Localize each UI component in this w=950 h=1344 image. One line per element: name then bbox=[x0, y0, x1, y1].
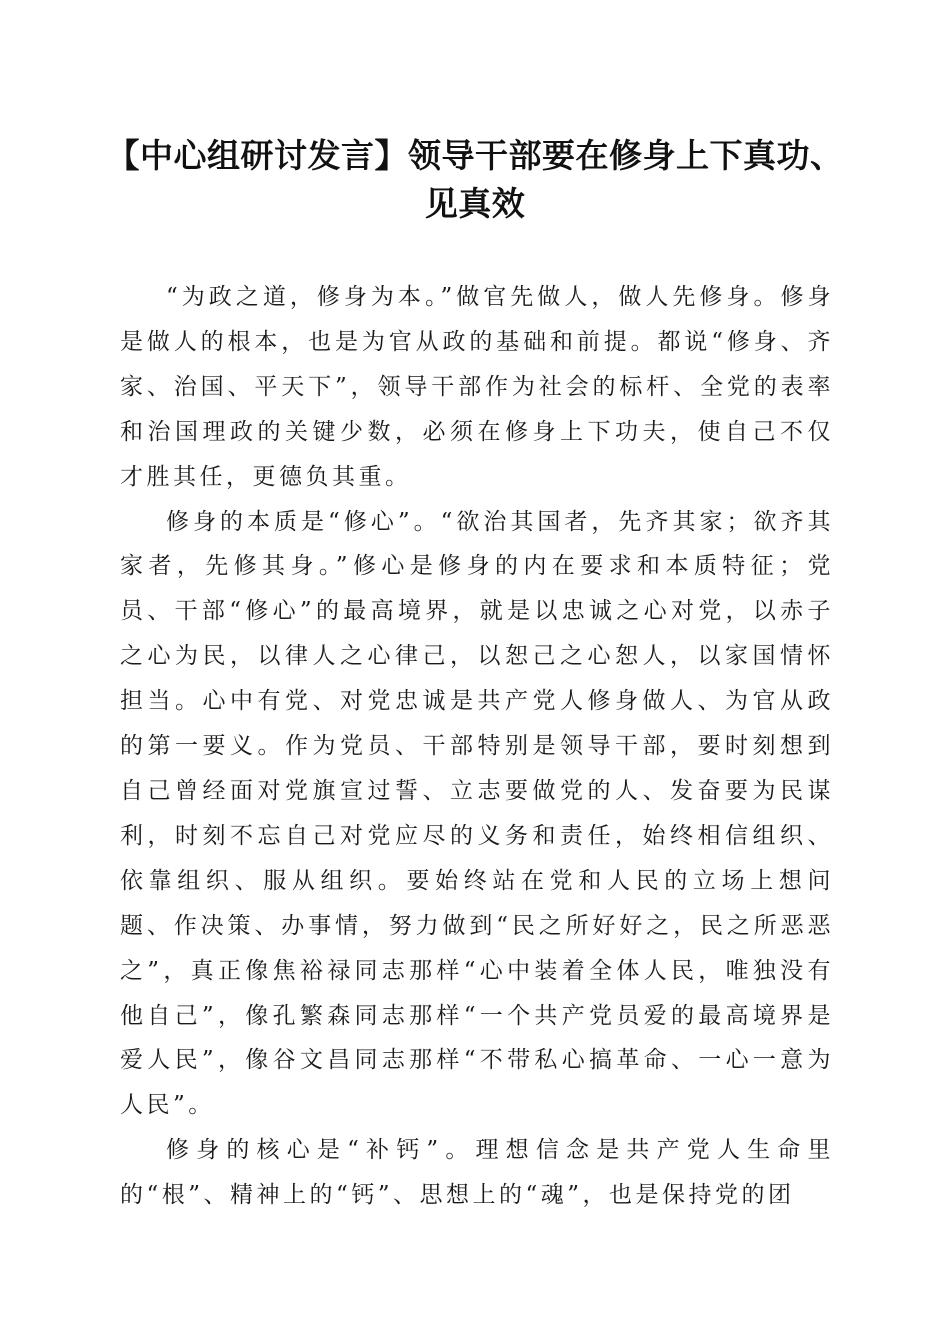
body-paragraph: 修身的本质是“修心”。“欲治其国者，先齐其家；欲齐其家者，先修其身。”修心是修身的内在要求和本质特征；党员、干部“修心”的最高境界，就是以忠诚之心对党，以赤子之心为民，以律人之心律己，以恕己之心恕人，以家国情怀担当。心中有党、对党忠诚是共产党人修身做人、为官从政的第一要义。作为党员、干部特别是领导干部，要时刻想到自己曾经面对党旗宣过誓、立志要做党的人、发奋要为民谋利，时刻不忘自己对党应尽的义务和责任，始终相信组织、依靠组织、服从组织。要始终站在党和人民的立场上想问题、作决策、办事情，努力做到“民之所好好之，民之所恶恶之”，真正像焦裕禄同志那样“心中装着全体人民，唯独没有他自己”，像孔繁森同志那样“一个共产党员爱的最高境界是爱人民”，像谷文昌同志那样“不带私心搞革命、一心一意为人民”。 bbox=[120, 508, 834, 1119]
document-body bbox=[120, 275, 834, 1218]
document-title: 【中心组研讨发言】领导干部要在修身上下真功、见真效 bbox=[106, 136, 844, 223]
body-paragraph: “为政之道，修身为本。”做官先做人，做人先修身。修身是做人的根本，也是为官从政的基础和前提。都说“修身、齐家、治国、平天下”，领导干部作为社会的标杆、全党的表率和治国理政的关键少数，必须在修身上下功夫，使自己不仅才胜其任，更德负其重。 bbox=[120, 284, 834, 490]
body-paragraph: 修身的核心是“补钙”。理想信念是共产党人生命里的“根”、精神上的“钙”、思想上的“魂”，也是保持党的团 bbox=[120, 1137, 834, 1209]
